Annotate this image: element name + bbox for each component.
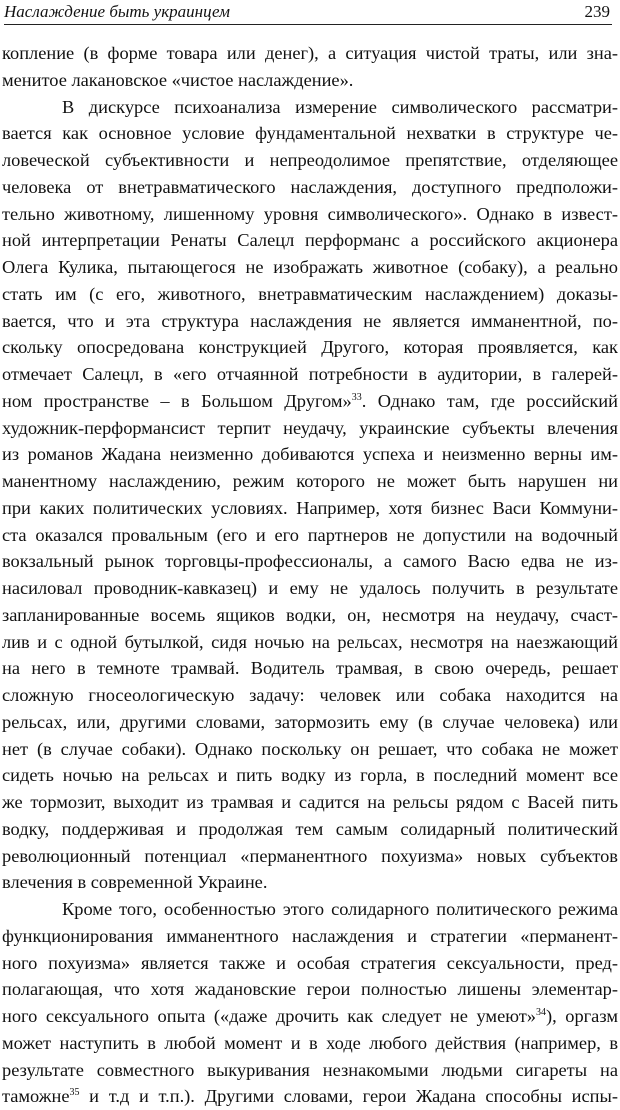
text-line: Олега Кулика, пытающегося не изображать животное (собаку), а реально bbox=[2, 257, 618, 277]
footnote-ref-35: 35 bbox=[69, 1087, 80, 1099]
text-line: Кроме того, особенностью этого солидарного политического режима bbox=[62, 899, 618, 919]
text-line: манентному наслаждению, режим которого не может быть нарушен ни bbox=[2, 471, 618, 491]
text-line: при каких политических условиях. Например, хотя бизнес Васи Коммуни- bbox=[2, 497, 618, 518]
text-line: художник-перформансист терпит неудачу, украинские субъекты влечения bbox=[2, 417, 618, 438]
text-line: вается как основное условие фундаментальной нехватки в структуре че- bbox=[2, 123, 618, 144]
body-text bbox=[2, 40, 618, 1110]
text-line: ловеческой субъективности и непреодолимое препятствие, отделяющее bbox=[2, 150, 618, 170]
text-line: функционирования имманентного наслаждения и стратегии «перманент- bbox=[2, 925, 618, 946]
text-line: результате совместного выкуривания незнакомыми людьми сигареты на bbox=[2, 1059, 618, 1080]
text-line: влечения в современной Украине. bbox=[2, 872, 268, 893]
text-line bbox=[2, 1003, 618, 1030]
text-segment: ), оргазм bbox=[545, 1006, 618, 1026]
text-line: революционный потенциал «перманентного похуизма» новых субъектов bbox=[2, 845, 618, 866]
text-segment: . Однако там, где российский bbox=[361, 390, 618, 411]
footnote-ref-33: 33 bbox=[351, 391, 362, 403]
text-line: может наступить в любой момент и в ходе любого действия (например, в bbox=[2, 1032, 618, 1053]
footnote-ref-34: 34 bbox=[535, 1006, 546, 1018]
text-line: менитое лакановское «чистое наслаждение». bbox=[2, 69, 354, 90]
text-line: ного похуизма» является также и особая стратегия сексуальности, пред- bbox=[2, 952, 618, 973]
text-line: копление (в форме товара или денег), а ситуация чистой траты, или зна- bbox=[2, 43, 618, 63]
text-line: ста оказался провальным (его и его партнеров не допустили на водочный bbox=[2, 524, 618, 545]
text-line: В дискурсе психоанализа измерение символического рассматри- bbox=[62, 96, 618, 117]
text-line: скольку опосредована конструкцией Другого, которая проявляется, как bbox=[2, 337, 618, 358]
page-number: 239 bbox=[584, 2, 610, 21]
text-line: сложную гносеологическую задачу: человек или собака находится на bbox=[2, 685, 618, 705]
text-line: нет (в случае собаки). Однако поскольку он решает, что собака не может bbox=[2, 738, 618, 759]
text-line: отмечает Салецл, в «его отчаянной потребности в аудитории, в галерей- bbox=[2, 364, 618, 384]
text-line: на него в темноте трамвай. Водитель трамвая, в свою очередь, решает bbox=[2, 658, 618, 679]
text-line: водку, поддерживая и продолжая тем самым солидарный политический bbox=[2, 818, 618, 839]
text-line bbox=[2, 1083, 618, 1110]
text-line: стать им (с его, животного, внетравматическим наслаждением) доказы- bbox=[2, 283, 618, 304]
text-line: сидеть ночью на рельсах и пить водку из горла, в последний момент все bbox=[2, 765, 618, 786]
text-line: тельно животному, лишенному уровня символического». Однако в извест- bbox=[2, 203, 618, 224]
text-line: из романов Жадана неизменно добиваются успеха и неизменно верны им- bbox=[2, 444, 618, 465]
text-line: рельсах, или, другими словами, затормозить ему (в случае человека) или bbox=[2, 711, 618, 732]
running-title: Наслаждение быть украинцем bbox=[4, 2, 230, 21]
text-line: же тормозит, выходит из трамвая и садится на рельсы рядом с Васей пить bbox=[2, 792, 618, 812]
text-line bbox=[2, 388, 618, 415]
text-segment: и т.д и т.п.). Другими словами, герои Жадана способны испы- bbox=[79, 1086, 618, 1107]
text-segment: ном пространстве – в Большом Другом» bbox=[2, 390, 352, 411]
text-line: лив и с одной бутылкой, сидя ночью на рельсах, несмотря на наезжающий bbox=[2, 631, 618, 652]
text-line: ной интерпретации Ренаты Салецл перформанс а российского акционера bbox=[2, 230, 618, 251]
running-header bbox=[4, 0, 612, 25]
text-line: запланированные восемь ящиков водки, он, несмотря на неудачу, счаст- bbox=[2, 604, 618, 625]
text-segment: таможне bbox=[2, 1086, 70, 1107]
text-line: человека от внетравматического наслаждения, доступного предположи- bbox=[2, 176, 618, 197]
text-segment: ного сексуального опыта («даже дрочить как следует не умеют» bbox=[2, 1006, 536, 1026]
text-line: полагающая, что хотя жадановские герои полностью лишены элементар- bbox=[2, 979, 618, 1000]
text-line: насиловал проводник-кавказец) и ему не удалось получить в результате bbox=[2, 578, 618, 598]
text-line: вается, что и эта структура наслаждения не является имманентной, по- bbox=[2, 310, 618, 331]
text-line: вокзальный рынок торговцы-профессионалы, а самого Васю едва не из- bbox=[2, 551, 618, 572]
